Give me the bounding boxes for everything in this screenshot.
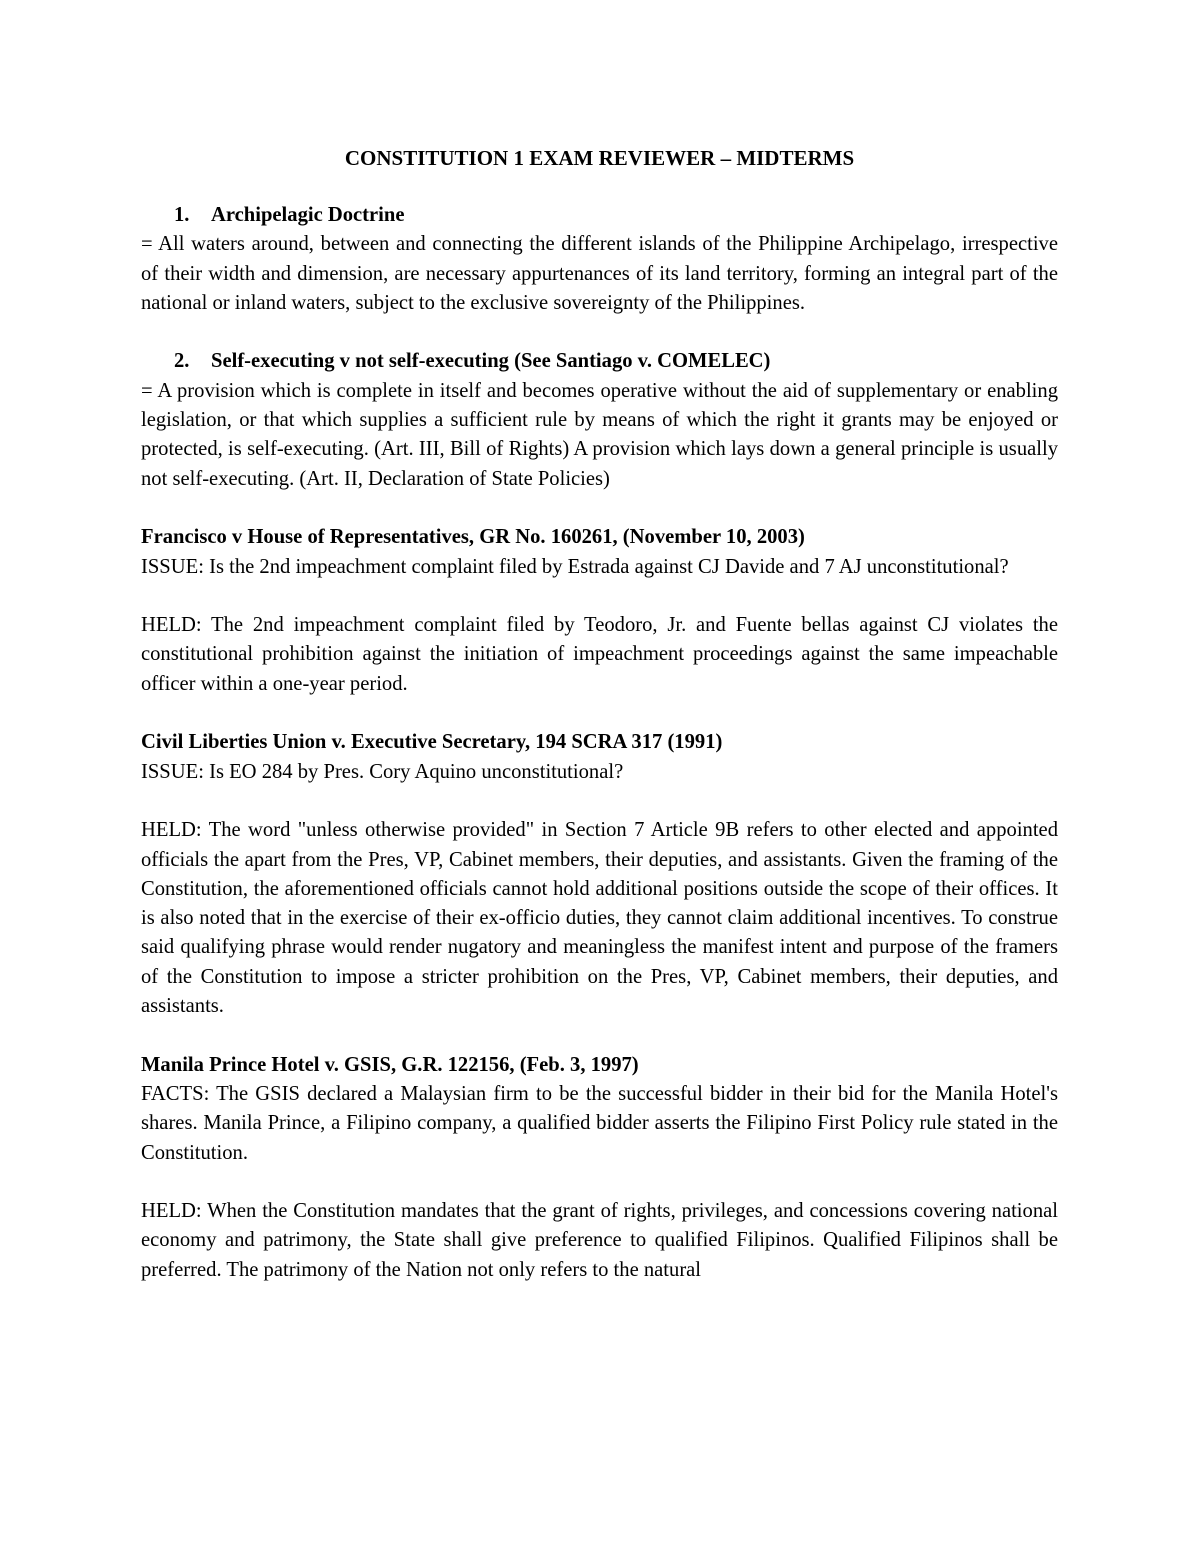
case-title-francisco: Francisco v House of Representatives, GR No. 160261, (November 10, 2003) bbox=[141, 526, 805, 549]
spacer bbox=[141, 494, 1058, 523]
spacer bbox=[141, 582, 1058, 611]
item-number: 2. bbox=[174, 350, 190, 373]
item-heading-archipelagic bbox=[141, 201, 1058, 230]
spacer bbox=[141, 1021, 1058, 1050]
spacer bbox=[141, 1168, 1058, 1197]
spacer bbox=[141, 318, 1058, 347]
spacer bbox=[141, 787, 1058, 816]
case-title-civil-liberties: Civil Liberties Union v. Executive Secretary, 194 SCRA 317 (1991) bbox=[141, 731, 723, 754]
document-title: CONSTITUTION 1 EXAM REVIEWER – MIDTERMS bbox=[344, 146, 855, 170]
item-heading-self-executing bbox=[141, 347, 1058, 376]
item-number: 1. bbox=[174, 204, 190, 226]
case-issue-civil-liberties: ISSUE: Is EO 284 by Pres. Cory Aquino unconstitutional? bbox=[141, 760, 624, 783]
case-held-civil-liberties: HELD: The word "unless otherwise provided" in Section 7 Article 9B refers to other elected and appointed officials the apart from the Pres, VP, Cabinet members, their deputies, and assistants. Given the framing of the Constitution, the aforementioned officials cannot hold additional positions outside the scope of their offices. It is also noted that in the exercise of their ex-officio duties, they cannot claim additional incentives. To construe said qualifying phrase would render nugatory and meaningless the manifest intent and purpose of the framers of the Constitution to impose a stricter prohibition on the Pres, VP, Cabinet members, their deputies, and assistants. bbox=[141, 819, 1058, 1018]
spacer bbox=[141, 699, 1058, 728]
case-held-manila-prince: HELD: When the Constitution mandates that the grant of rights, privileges, and concessions covering national economy and patrimony, the State shall give preference to qualified Filipinos. Qualified Filipinos shall be preferred. The patrimony of the Nation not only refers to the natural bbox=[141, 1200, 1058, 1281]
case-title-manila-prince: Manila Prince Hotel v. GSIS, G.R. 122156, (Feb. 3, 1997) bbox=[141, 1053, 639, 1076]
item-heading-text: Archipelagic Doctrine bbox=[211, 204, 405, 226]
item-heading-text: Self-executing v not self-executing (See Santiago v. COMELEC) bbox=[211, 350, 771, 373]
document-page bbox=[141, 140, 1058, 1285]
case-facts-manila-prince: FACTS: The GSIS declared a Malaysian firm to be the successful bidder in their bid for the Manila Hotel's shares. Manila Prince, a Filipino company, a qualified bidder asserts the Filipino First Policy rule stated in the Constitution. bbox=[141, 1082, 1058, 1164]
item-body-archipelagic: = All waters around, between and connecting the different islands of the Philippine Archipelago, irrespective of their width and dimension, are necessary appurtenances of its land territory, forming an integral part of the national or inland waters, subject to the exclusive sovereignty of the Philippines. bbox=[141, 233, 1058, 314]
case-issue-francisco: ISSUE: Is the 2nd impeachment complaint filed by Estrada against CJ Davide and 7 AJ unconstitutional? bbox=[141, 555, 1009, 578]
item-body-self-executing: = A provision which is complete in itself and becomes operative without the aid of supplementary or enabling legislation, or that which supplies a sufficient rule by means of which the right it grants may be enjoyed or protected, is self-executing. (Art. III, Bill of Rights) A provision which lays down a general principle is usually not self-executing. (Art. II, Declaration of State Policies) bbox=[141, 379, 1058, 490]
case-held-francisco: HELD: The 2nd impeachment complaint filed by Teodoro, Jr. and Fuente bellas against CJ violates the constitutional prohibition against the initiation of impeachment proceedings against the same impeachable officer within a one-year period. bbox=[141, 614, 1058, 695]
